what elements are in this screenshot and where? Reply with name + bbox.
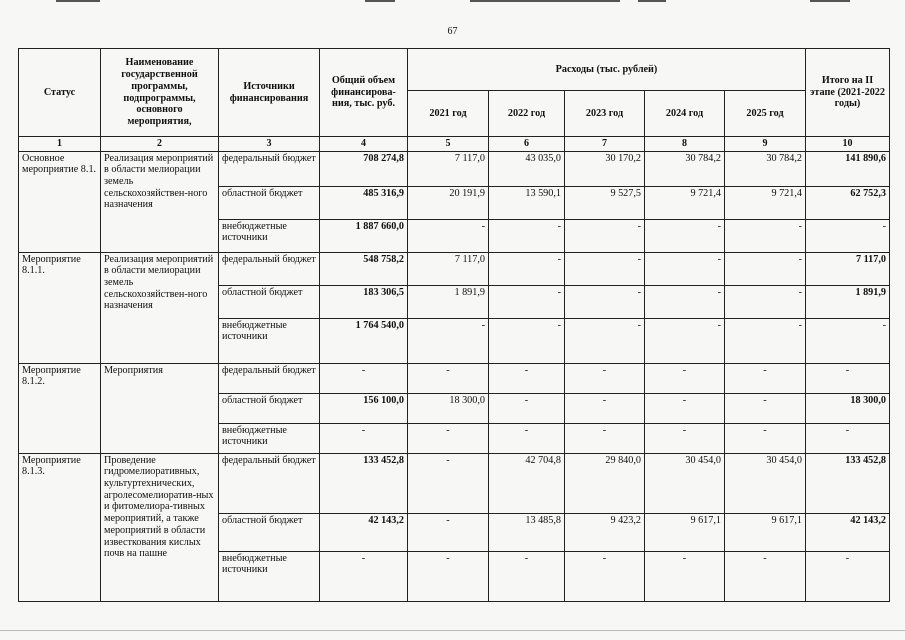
funding-source: областной бюджет <box>219 513 320 551</box>
header-year: 2022 год <box>489 91 565 137</box>
value-2021: - <box>408 219 489 252</box>
header-year: 2023 год <box>565 91 645 137</box>
value-2025: 30 454,0 <box>725 453 806 513</box>
total-value: 708 274,8 <box>320 151 408 186</box>
header-total: Общий объем финансирова-ния, тыс. руб. <box>320 49 408 137</box>
stage-total-value: 133 452,8 <box>806 453 890 513</box>
value-2022: - <box>489 551 565 601</box>
value-2025: - <box>725 219 806 252</box>
value-2024: - <box>645 318 725 363</box>
value-2021: 1 891,9 <box>408 285 489 318</box>
column-number: 6 <box>489 137 565 152</box>
value-2024: - <box>645 393 725 423</box>
value-2024: - <box>645 423 725 453</box>
value-2024: - <box>645 551 725 601</box>
stage-total-value: - <box>806 551 890 601</box>
total-value: 156 100,0 <box>320 393 408 423</box>
column-number: 10 <box>806 137 890 152</box>
table-row <box>19 252 890 285</box>
header-expenses: Расходы (тыс. рублей) <box>408 49 806 91</box>
value-2025: 9 617,1 <box>725 513 806 551</box>
value-2025: 30 784,2 <box>725 151 806 186</box>
column-number: 5 <box>408 137 489 152</box>
total-value: - <box>320 423 408 453</box>
stage-total-value: 1 891,9 <box>806 285 890 318</box>
total-value: 42 143,2 <box>320 513 408 551</box>
value-2024: - <box>645 363 725 393</box>
stage-total-value: - <box>806 318 890 363</box>
scan-edge-line <box>810 0 850 2</box>
value-2023: - <box>565 219 645 252</box>
header-year: 2024 год <box>645 91 725 137</box>
value-2021: 7 117,0 <box>408 252 489 285</box>
row-name: Реализация мероприятий в области мелиорации земель сельскохозяйствен-ного назначения <box>101 252 219 363</box>
column-number: 8 <box>645 137 725 152</box>
budget-table <box>18 48 890 602</box>
column-number: 9 <box>725 137 806 152</box>
value-2021: - <box>408 318 489 363</box>
value-2021: - <box>408 363 489 393</box>
table-row <box>19 453 890 513</box>
value-2023: - <box>565 363 645 393</box>
value-2024: 9 617,1 <box>645 513 725 551</box>
total-value: 133 452,8 <box>320 453 408 513</box>
funding-source: федеральный бюджет <box>219 151 320 186</box>
value-2024: 30 454,0 <box>645 453 725 513</box>
value-2024: 30 784,2 <box>645 151 725 186</box>
table-body <box>19 151 890 601</box>
column-number: 1 <box>19 137 101 152</box>
value-2025: - <box>725 285 806 318</box>
funding-source: областной бюджет <box>219 285 320 318</box>
value-2022: - <box>489 363 565 393</box>
value-2021: - <box>408 423 489 453</box>
stage-total-value: 42 143,2 <box>806 513 890 551</box>
value-2023: - <box>565 393 645 423</box>
total-value: 548 758,2 <box>320 252 408 285</box>
stage-total-value: - <box>806 423 890 453</box>
value-2022: 13 590,1 <box>489 186 565 219</box>
funding-source: внебюджетные источники <box>219 551 320 601</box>
stage-total-value: 7 117,0 <box>806 252 890 285</box>
table-row <box>19 151 890 186</box>
total-value: - <box>320 551 408 601</box>
table-row <box>19 363 890 393</box>
value-2024: 9 721,4 <box>645 186 725 219</box>
value-2022: - <box>489 423 565 453</box>
value-2023: - <box>565 318 645 363</box>
value-2025: 9 721,4 <box>725 186 806 219</box>
funding-source: внебюджетные источники <box>219 423 320 453</box>
value-2021: - <box>408 513 489 551</box>
header-year: 2025 год <box>725 91 806 137</box>
row-name: Проведение гидромелиоративных, культуртехнических, агролесомелиоратив-ных и фитомелиора-тивных мероприятий, а также мероприятий в области известкования кислых почв на пашне <box>101 453 219 601</box>
total-value: - <box>320 363 408 393</box>
page-number: 67 <box>447 26 458 37</box>
value-2025: - <box>725 363 806 393</box>
value-2022: - <box>489 252 565 285</box>
column-number: 2 <box>101 137 219 152</box>
header-status: Статус <box>19 49 101 137</box>
value-2023: 29 840,0 <box>565 453 645 513</box>
value-2023: 30 170,2 <box>565 151 645 186</box>
value-2025: - <box>725 318 806 363</box>
total-value: 183 306,5 <box>320 285 408 318</box>
header-stage-total: Итого на II этапе (2021-2022 годы) <box>806 49 890 137</box>
header-sources: Источники финансирования <box>219 49 320 137</box>
value-2023: - <box>565 551 645 601</box>
header-name: Наименование государственной программы, подпрограммы, основного мероприятия, <box>101 49 219 137</box>
funding-source: федеральный бюджет <box>219 252 320 285</box>
value-2023: 9 527,5 <box>565 186 645 219</box>
row-name: Реализация мероприятий в области мелиорации земель сельскохозяйствен-ного назначения <box>101 151 219 252</box>
stage-total-value: 62 752,3 <box>806 186 890 219</box>
column-number: 7 <box>565 137 645 152</box>
value-2022: - <box>489 393 565 423</box>
value-2025: - <box>725 423 806 453</box>
value-2021: - <box>408 551 489 601</box>
value-2022: 43 035,0 <box>489 151 565 186</box>
value-2021: - <box>408 453 489 513</box>
value-2021: 18 300,0 <box>408 393 489 423</box>
value-2022: - <box>489 285 565 318</box>
total-value: 485 316,9 <box>320 186 408 219</box>
total-value: 1 764 540,0 <box>320 318 408 363</box>
value-2024: - <box>645 285 725 318</box>
funding-source: областной бюджет <box>219 393 320 423</box>
value-2021: 20 191,9 <box>408 186 489 219</box>
value-2022: - <box>489 318 565 363</box>
total-value: 1 887 660,0 <box>320 219 408 252</box>
value-2022: 13 485,8 <box>489 513 565 551</box>
scan-edge-line <box>56 0 100 2</box>
row-status: Мероприятие 8.1.1. <box>19 252 101 363</box>
column-number: 4 <box>320 137 408 152</box>
scan-edge-line <box>638 0 666 2</box>
value-2023: - <box>565 252 645 285</box>
funding-source: федеральный бюджет <box>219 453 320 513</box>
scan-edge-line <box>365 0 395 2</box>
stage-total-value: - <box>806 219 890 252</box>
header-year: 2021 год <box>408 91 489 137</box>
row-name: Мероприятия <box>101 363 219 453</box>
value-2024: - <box>645 219 725 252</box>
value-2025: - <box>725 551 806 601</box>
scan-edge-line <box>470 0 620 2</box>
funding-source: внебюджетные источники <box>219 219 320 252</box>
row-status: Мероприятие 8.1.2. <box>19 363 101 453</box>
value-2022: 42 704,8 <box>489 453 565 513</box>
funding-source: областной бюджет <box>219 186 320 219</box>
row-status: Основное мероприятие 8.1. <box>19 151 101 252</box>
stage-total-value: 141 890,6 <box>806 151 890 186</box>
value-2025: - <box>725 393 806 423</box>
funding-source: внебюджетные источники <box>219 318 320 363</box>
row-status: Мероприятие 8.1.3. <box>19 453 101 601</box>
funding-source: федеральный бюджет <box>219 363 320 393</box>
value-2023: - <box>565 423 645 453</box>
page-bottom-edge <box>0 630 905 631</box>
value-2022: - <box>489 219 565 252</box>
value-2025: - <box>725 252 806 285</box>
value-2023: 9 423,2 <box>565 513 645 551</box>
value-2023: - <box>565 285 645 318</box>
value-2024: - <box>645 252 725 285</box>
stage-total-value: 18 300,0 <box>806 393 890 423</box>
value-2021: 7 117,0 <box>408 151 489 186</box>
column-number: 3 <box>219 137 320 152</box>
stage-total-value: - <box>806 363 890 393</box>
